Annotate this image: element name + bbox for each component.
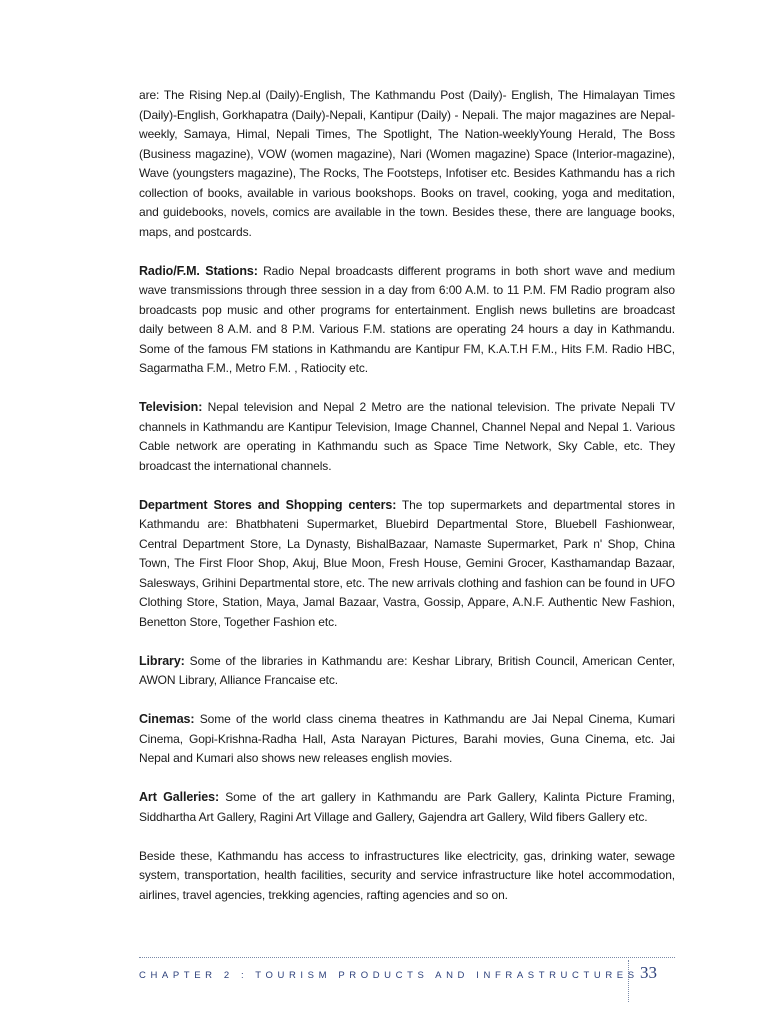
paragraph-publications [139,86,675,242]
paragraph-text: Some of the world class cinema theatres in Kathmandu are Jai Nepal Cinema, Kumari Cinema, Gopi-Krishna-Radha Hall, Asta Narayan Pictures, Barahi movies, Guna Cinema, etc. Jai Nepal and Kumari also shows new releases english movies. [139,712,675,765]
paragraph-library [139,652,675,691]
paragraph-text: The top supermarkets and departmental stores in Kathmandu are: Bhatbhateni Supermarket, Bluebird Departmental Store, Bluebell Fashionwear, Central Department Store, La Dynasty, BishalBazaar, Namaste Supermarket, Park n' Shop, China Town, The First Floor Shop, Akuj, Blue Moon, Fresh House, Gemini Grocer, Kasthamandap Bazaar, Salesways, Grihini Departmental store, etc. The new arrivals clothing and fashion can be found in UFO Clothing Store, Station, Maya, Jamal Bazaar, Vastra, Gossip, Appare, A.N.F. Authentic New Fashion, Benetton Store, Together Fashion etc. [139,497,675,629]
section-heading: Library: [139,653,185,668]
footer-divider [139,957,675,958]
document-body [139,86,675,925]
paragraph-art-galleries [139,788,675,827]
paragraph-cinemas [139,710,675,769]
paragraph-text: Radio Nepal broadcasts different programs in both short wave and medium wave transmissions through three session in a day from 6:00 A.M. to 11 P.M. FM Radio program also broadcasts pop music and other programs for entertainment. English news bulletins are broadcast daily between 8 A.M. and 8 P.M. Various F.M. stations are operating 24 hours a day in Kathmandu. Some of the famous FM stations in Kathmandu are Kantipur FM, K.A.T.H F.M., Hits F.M. Radio HBC, Sagarmatha F.M., Metro F.M. , Ratiocity etc. [139,263,675,375]
chapter-title: CHAPTER 2 : TOURISM PRODUCTS AND INFRASTRUCTURES [139,970,639,981]
paragraph-television [139,398,675,476]
section-heading: Cinemas: [139,712,195,726]
paragraph-radio [139,262,675,379]
paragraph-stores [139,496,675,633]
section-heading: Radio/F.M. Stations: [139,263,258,278]
paragraph-text: Some of the libraries in Kathmandu are: Keshar Library, British Council, American Center, AWON Library, Alliance Francaise etc. [139,653,675,687]
section-heading: Television: [139,400,203,414]
paragraph-text: Nepal television and Nepal 2 Metro are the national television. The private Nepali TV channels in Kathmandu are Kantipur Television, Image Channel, Channel Nepal and Nepal 1. Various Cable network are operating in Kathmandu such as Space Time Network, Sky Cable, etc. They broadcast the international channels. [139,400,675,473]
paragraph-infrastructure [139,847,675,906]
page-number: 33 [640,963,657,982]
section-heading: Art Galleries: [139,790,220,804]
section-heading: Department Stores and Shopping centers: [139,497,397,512]
paragraph-text: Some of the art gallery in Kathmandu are Park Gallery, Kalinta Picture Framing, Siddhartha Art Gallery, Ragini Art Village and Gallery, Gajendra art Gallery, Wild fibers Gallery etc. [139,790,675,824]
paragraph-text: Beside these, Kathmandu has access to infrastructures like electricity, gas, drinking water, sewage system, transportation, health facilities, security and service infrastructure like hotel accommodation, airlines, travel agencies, trekking agencies, rafting agencies and so on. [139,848,675,902]
paragraph-text: are: The Rising Nep.al (Daily)-English, The Kathmandu Post (Daily)- English, The Himalayan Times (Daily)-English, Gorkhapatra (Daily)-Nepali, Kantipur (Daily) - Nepali. The major magazines are Nepal-weekly, Samaya, Himal, Nepali Times, The Spotlight, The Nation-weeklyYoung Herald, The Boss (Business magazine), VOW (women magazine), Nari (Women magazine) Space (Interior-magazine), Wave (youngsters magazine), The Rocks, The Footsteps, Infotiser etc. Besides Kathmandu has a rich collection of books, available in various bookshops. Books on travel, cooking, yoga and meditation, and guidebooks, novels, comics are available in the town. Besides these, there are language books, maps, and postcards. [139,88,675,239]
footer-vertical-divider [628,960,629,1002]
